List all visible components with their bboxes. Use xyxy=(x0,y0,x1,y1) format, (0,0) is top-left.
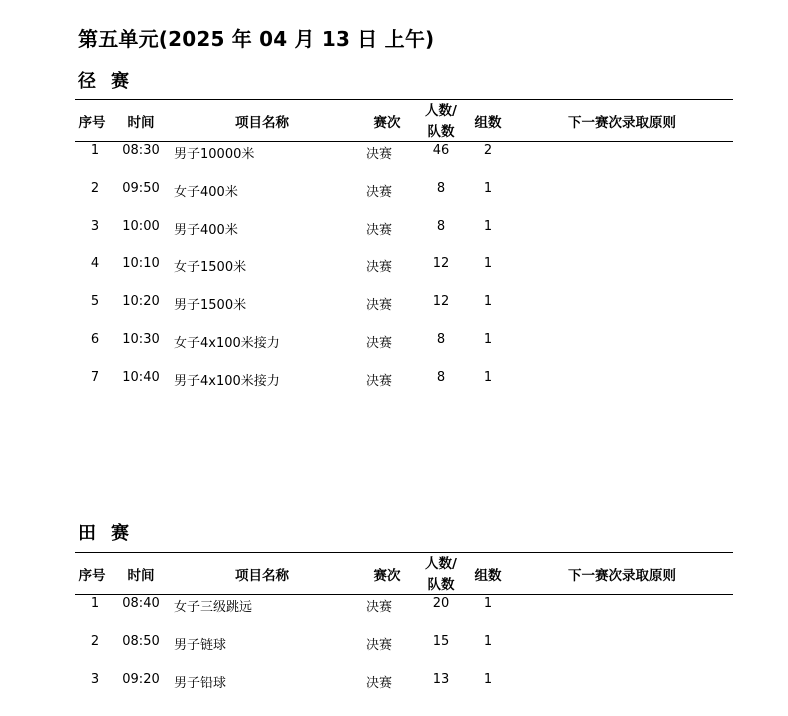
cell-seq: 6 xyxy=(90,332,100,347)
page-title: 第五单元(2025 年 04 月 13 日 上午) xyxy=(78,27,435,51)
cell-groups: 1 xyxy=(483,332,493,347)
cell-event: 男子链球 xyxy=(174,638,227,653)
header-count-line1: 人数/ xyxy=(425,103,457,119)
cell-groups: 2 xyxy=(483,143,493,158)
header-count-line2: 队数 xyxy=(427,577,455,593)
cell-count: 8 xyxy=(436,219,446,234)
cell-groups: 1 xyxy=(483,181,493,196)
header-time: 时间 xyxy=(127,568,155,584)
cell-round: 决赛 xyxy=(365,676,393,691)
cell-count: 8 xyxy=(436,181,446,196)
table-row xyxy=(75,332,733,352)
cell-seq: 7 xyxy=(90,370,100,385)
cell-event: 男子4x100米接力 xyxy=(174,374,280,389)
table-top-rule xyxy=(75,552,733,553)
table-row xyxy=(75,219,733,239)
header-groups: 组数 xyxy=(474,568,502,584)
cell-time: 10:10 xyxy=(122,256,160,271)
header-round: 赛次 xyxy=(373,568,401,584)
cell-count: 12 xyxy=(432,256,450,271)
cell-seq: 2 xyxy=(90,634,100,649)
cell-count: 20 xyxy=(432,596,450,611)
header-event: 项目名称 xyxy=(235,115,289,131)
header-groups: 组数 xyxy=(474,115,502,131)
cell-time: 08:30 xyxy=(122,143,160,158)
table-header-rule xyxy=(75,594,733,595)
section-title-field: 田赛 xyxy=(78,523,144,544)
cell-count: 8 xyxy=(436,370,446,385)
cell-event: 女子三级跳远 xyxy=(174,600,253,615)
cell-time: 10:40 xyxy=(122,370,160,385)
cell-groups: 1 xyxy=(483,219,493,234)
header-seq: 序号 xyxy=(78,115,106,131)
cell-round: 决赛 xyxy=(365,336,393,351)
header-rule: 下一赛次录取原则 xyxy=(568,568,676,584)
cell-round: 决赛 xyxy=(365,374,393,389)
cell-seq: 1 xyxy=(90,143,100,158)
cell-time: 10:30 xyxy=(122,332,160,347)
cell-event: 男子1500米 xyxy=(174,298,247,313)
cell-round: 决赛 xyxy=(365,223,393,238)
header-count xyxy=(425,101,457,143)
cell-count: 12 xyxy=(432,294,450,309)
table-row xyxy=(75,143,733,163)
cell-groups: 1 xyxy=(483,634,493,649)
cell-seq: 3 xyxy=(90,219,100,234)
table-row xyxy=(75,634,733,654)
cell-seq: 3 xyxy=(90,672,100,687)
table-row xyxy=(75,181,733,201)
header-round: 赛次 xyxy=(373,115,401,131)
cell-time: 09:50 xyxy=(122,181,160,196)
table-row xyxy=(75,672,733,692)
table-row xyxy=(75,370,733,390)
cell-event: 男子10000米 xyxy=(174,147,255,162)
header-count xyxy=(425,554,457,596)
cell-time: 08:50 xyxy=(122,634,160,649)
cell-seq: 2 xyxy=(90,181,100,196)
cell-seq: 5 xyxy=(90,294,100,309)
header-count-line1: 人数/ xyxy=(425,556,457,572)
cell-time: 10:20 xyxy=(122,294,160,309)
cell-groups: 1 xyxy=(483,256,493,271)
cell-event: 女子4x100米接力 xyxy=(174,336,280,351)
table-header-rule xyxy=(75,141,733,142)
cell-groups: 1 xyxy=(483,370,493,385)
cell-groups: 1 xyxy=(483,294,493,309)
section-title-track: 径赛 xyxy=(78,71,144,92)
cell-round: 决赛 xyxy=(365,185,393,200)
table-row xyxy=(75,256,733,276)
cell-time: 09:20 xyxy=(122,672,160,687)
cell-seq: 4 xyxy=(90,256,100,271)
cell-event: 女子1500米 xyxy=(174,260,247,275)
header-time: 时间 xyxy=(127,115,155,131)
header-rule: 下一赛次录取原则 xyxy=(568,115,676,131)
cell-time: 10:00 xyxy=(122,219,160,234)
cell-count: 13 xyxy=(432,672,450,687)
cell-event: 男子400米 xyxy=(174,223,238,238)
header-seq: 序号 xyxy=(78,568,106,584)
cell-round: 决赛 xyxy=(365,638,393,653)
cell-round: 决赛 xyxy=(365,600,393,615)
cell-count: 8 xyxy=(436,332,446,347)
cell-count: 46 xyxy=(432,143,450,158)
cell-round: 决赛 xyxy=(365,260,393,275)
cell-seq: 1 xyxy=(90,596,100,611)
cell-groups: 1 xyxy=(483,672,493,687)
cell-event: 女子400米 xyxy=(174,185,238,200)
header-event: 项目名称 xyxy=(235,568,289,584)
table-row xyxy=(75,596,733,616)
cell-round: 决赛 xyxy=(365,147,393,162)
table-top-rule xyxy=(75,99,733,100)
cell-count: 15 xyxy=(432,634,450,649)
cell-event: 男子铅球 xyxy=(174,676,227,691)
cell-round: 决赛 xyxy=(365,298,393,313)
header-count-line2: 队数 xyxy=(427,124,455,140)
table-row xyxy=(75,294,733,314)
cell-time: 08:40 xyxy=(122,596,160,611)
cell-groups: 1 xyxy=(483,596,493,611)
